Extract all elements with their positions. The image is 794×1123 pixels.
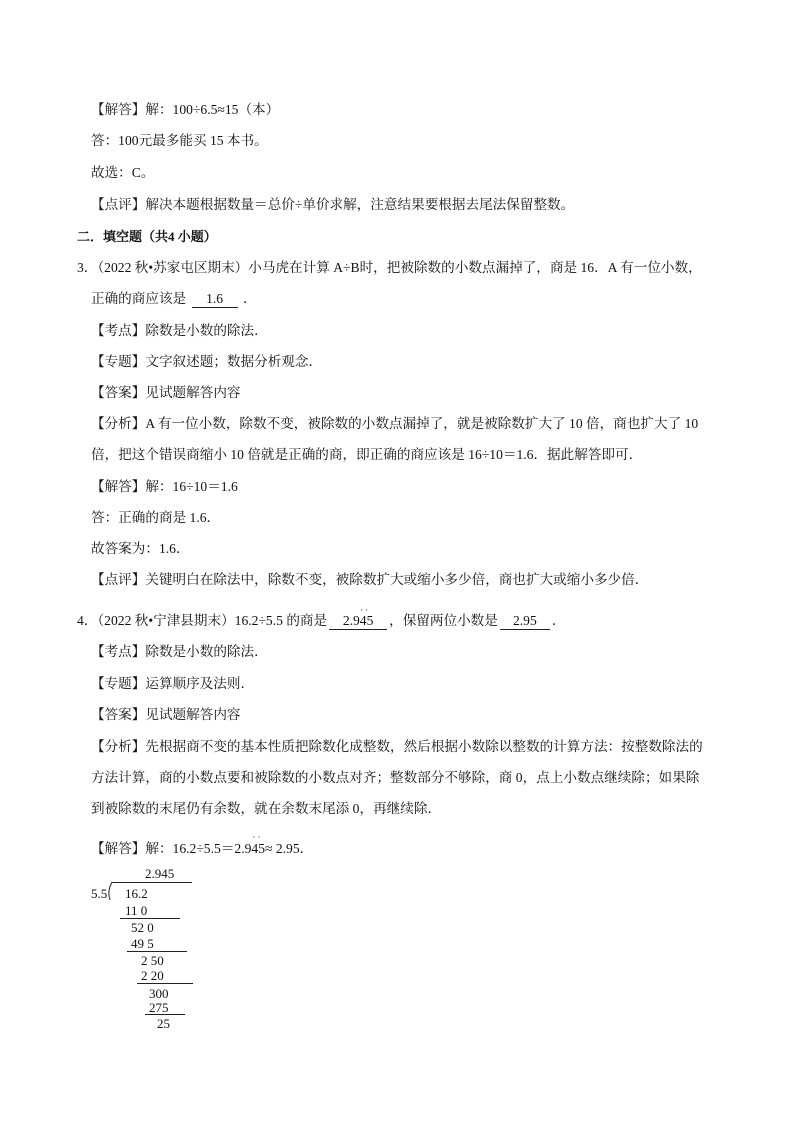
q3-stem-post: ． — [242, 291, 257, 306]
comment-text: 解决本题根据数量＝总价÷单价求解，注意结果要根据去尾法保留整数。 — [145, 197, 575, 212]
q4-stem-pre: 4．（2022 秋•宁津县期末）16.2÷5.5 的商是 — [77, 613, 328, 628]
point-text: 除数是小数的除法． — [145, 323, 268, 338]
answer-tag: 【解答】 — [91, 102, 146, 117]
solve-text: 解：16÷10＝1.6 — [145, 479, 238, 494]
division-divisor: 5.5 — [91, 886, 108, 901]
solve-tag: 【解答】 — [91, 841, 146, 856]
topic-text: 运算顺序及法则． — [145, 676, 255, 691]
q3-analysis-line1 — [91, 415, 698, 433]
topic-text: 文字叙述题；数据分析观念． — [145, 354, 323, 369]
q3-analysis-line2: 倍，把这个错误商缩小 10 倍就是正确的商，即正确的商应该是 16÷10＝1.6．据此解答即可． — [91, 447, 643, 462]
analysis-tag: 【分析】 — [91, 739, 146, 754]
q3-topic-line — [91, 353, 322, 371]
q3-final: 故答案为：1.6． — [91, 541, 190, 556]
division-step: 300 — [149, 986, 169, 1001]
q4-stem-post: ． — [551, 613, 566, 628]
division-rule — [137, 983, 193, 984]
comment-text: 关键明白在除法中，除数不变，被除数扩大或缩小多少倍，商也扩大或缩小多少倍． — [145, 572, 649, 587]
analysis-text: 先根据商不变的基本性质把除数化成整数，然后根据小数除以整数的计算方法：按整数除法的 — [145, 739, 703, 754]
q4-ans-line — [91, 706, 241, 724]
q4-blank2: 2.95 — [500, 613, 550, 630]
division-step: 275 — [149, 1000, 169, 1015]
q3-stem-line1: 3．（2022 秋•苏家屯区期末）小马虎在计算 A÷B时，把被除数的小数点漏掉了，商是 16．A 有一位小数， — [77, 260, 702, 275]
ans-tag: 【答案】 — [91, 385, 146, 400]
q2-choice: 故选：C。 — [91, 165, 155, 180]
division-bracket — [106, 881, 116, 901]
point-tag: 【考点】 — [91, 323, 146, 338]
q4-blank1 — [329, 605, 387, 630]
analysis-text: A 有一位小数，除数不变，被除数的小数点漏掉了，就是被除数扩大了 10 倍，商也扩大了 10 — [145, 416, 699, 431]
division-dividend: 16.2 — [125, 886, 148, 901]
repeating-value: 45 — [251, 841, 265, 856]
solve-post: ≈ 2.95． — [264, 841, 314, 856]
q4-analysis-line2: 方法计算，商的小数点要和被除数的小数点对齐；整数部分不够除，商 0，点上小数点继续除；如果除 — [91, 770, 700, 785]
division-step: 25 — [157, 1016, 170, 1031]
comment-tag: 【点评】 — [91, 572, 146, 587]
point-tag: 【考点】 — [91, 644, 146, 659]
q4-solve-line — [91, 832, 314, 858]
q3-ans-line — [91, 384, 241, 402]
q4-stem-mid: ，保留两位小数是 — [389, 613, 498, 628]
q2-answer-line — [91, 101, 279, 119]
q4-topic-line — [91, 675, 254, 693]
answer-text: 解：100÷6.5≈15（本） — [145, 102, 280, 117]
analysis-tag: 【分析】 — [91, 416, 146, 431]
division-rule — [127, 951, 187, 952]
topic-tag: 【专题】 — [91, 676, 146, 691]
q4-stem — [77, 605, 566, 630]
q3-comment-line — [91, 571, 648, 589]
q4-blank1-value: 2.945 — [342, 613, 374, 628]
point-text: 除数是小数的除法． — [145, 644, 268, 659]
q3-answer-blank: 1.6 — [192, 291, 238, 308]
topic-tag: 【专题】 — [91, 354, 146, 369]
q4-analysis-line3: 到被除数的末尾仍有余数，就在余数末尾添 0，再继续除． — [91, 801, 442, 816]
section-title: 二．填空题（共4 小题） — [77, 229, 217, 244]
q3-stem-pre: 正确的商应该是 — [91, 291, 187, 306]
repeat-dots: · · — [252, 832, 261, 842]
q2-reply: 答：100元最多能买 15 本书。 — [91, 133, 268, 148]
repeat-dots: · · — [360, 605, 369, 615]
division-step: 11 0 — [125, 903, 148, 918]
solve-pre: 解：16.2÷5.5＝2.9 — [145, 841, 252, 856]
division-quotient: 2.945 — [145, 866, 175, 881]
q4-point-line — [91, 643, 268, 661]
division-rule — [145, 1014, 185, 1015]
ans-text: 见试题解答内容 — [145, 385, 241, 400]
solve-tag: 【解答】 — [91, 479, 146, 494]
division-step: 2 50 — [141, 953, 164, 968]
q3-stem-line2 — [91, 290, 257, 308]
division-rule — [120, 918, 180, 919]
q3-point-line — [91, 322, 268, 340]
q4-analysis-line1 — [91, 738, 703, 756]
q3-reply: 答：正确的商是 1.6． — [91, 510, 221, 525]
division-step: 52 0 — [131, 920, 154, 935]
ans-tag: 【答案】 — [91, 707, 146, 722]
q3-solve-line — [91, 478, 238, 496]
ans-text: 见试题解答内容 — [145, 707, 241, 722]
q2-comment-line — [91, 196, 574, 214]
division-step: 2 20 — [141, 968, 164, 983]
repeating-digits — [251, 832, 265, 858]
division-bar — [112, 882, 192, 883]
comment-tag: 【点评】 — [91, 197, 146, 212]
division-step: 49 5 — [131, 936, 154, 951]
